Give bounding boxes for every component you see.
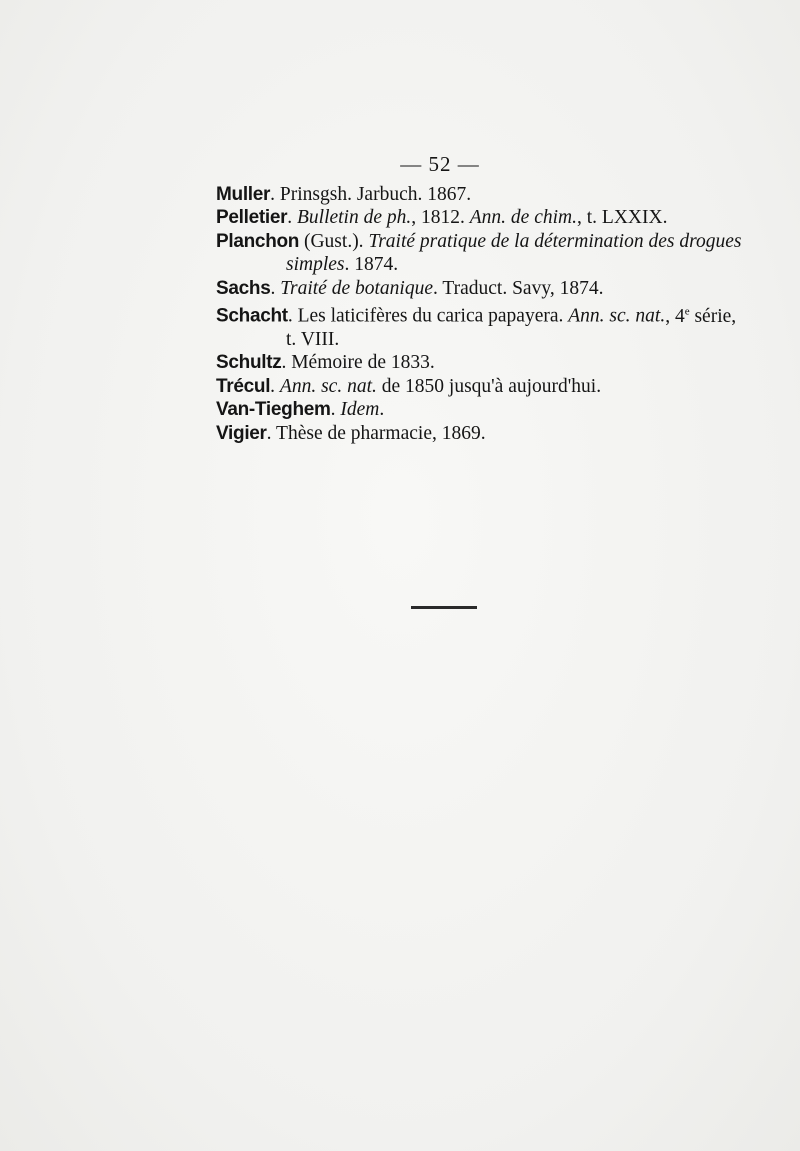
reference-entry [216,375,676,398]
reference-text: . Traduct. Savy, 1874. [432,277,604,299]
reference-text: (Gust.). [299,230,369,252]
reference-text: Traité pratique de la détermination des drogues [368,230,742,252]
reference-author: Vigier [216,422,267,444]
reference-author: Schultz [216,352,282,374]
reference-text: , 1812. [411,207,470,229]
reference-text: Ann. de chim. [469,207,577,229]
reference-text: , 4e série, [665,305,737,327]
reference-text: , t. LXXIX. [577,207,668,229]
reference-text: Ann. sc. nat. [279,375,377,397]
reference-continuation [216,328,676,351]
reference-text: Traité de botanique [280,277,433,299]
reference-text: . Les laticifères du carica papayera. [287,305,569,327]
reference-entry [216,351,676,374]
page-number: — 52 — [400,152,480,176]
reference-text: . [270,277,281,299]
reference-author: Planchon [216,230,300,252]
reference-text: t. VIII. [286,328,340,350]
reference-author: Schacht [216,305,288,327]
reference-author: Sachs [216,277,271,299]
reference-author: Van-Tieghem [216,399,331,421]
reference-entry [216,183,676,206]
reference-text: . [330,399,341,421]
reference-text: . Thèse de pharmacie, 1869. [266,422,486,444]
reference-entry [216,206,676,229]
reference-text: . [379,399,385,421]
bibliography-list [216,183,742,445]
reference-text: Idem [340,399,380,421]
reference-entry [216,300,737,351]
reference-text: . Prinsgsh. Jarbuch. 1867. [270,184,472,205]
reference-text: . [287,207,297,229]
reference-text: simples [286,254,345,276]
reference-entry [216,398,676,421]
reference-entry [216,230,742,277]
reference-text: . [270,375,280,397]
end-rule [411,606,477,609]
reference-author: Muller [216,184,271,205]
reference-author: Trécul [216,375,271,397]
reference-continuation [216,253,676,276]
reference-entry [216,422,676,445]
reference-text: . 1874. [344,254,399,276]
reference-text: Ann. sc. nat. [568,305,666,327]
reference-entry [216,277,676,300]
reference-text: Bulletin de ph. [296,207,412,229]
reference-text: . Mémoire de 1833. [281,352,435,374]
reference-text: de 1850 jusqu'à aujourd'hui. [376,375,602,397]
reference-author: Pelletier [216,207,288,229]
